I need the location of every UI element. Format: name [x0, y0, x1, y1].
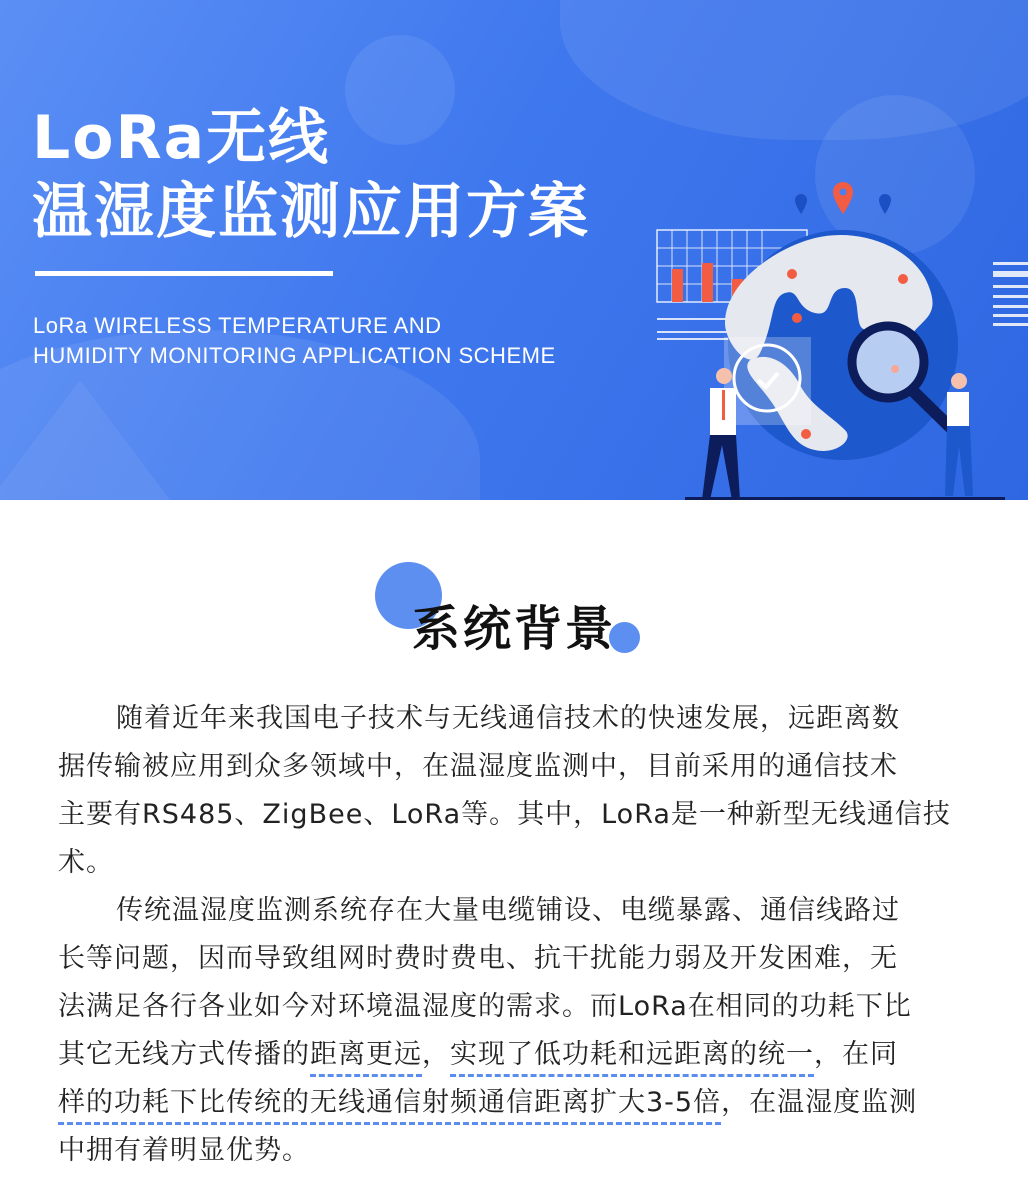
text-line: [58, 839, 988, 887]
text-line: [58, 1031, 988, 1079]
banner-title-line1: LoRa无线: [32, 103, 331, 173]
decor-blob: [560, 0, 1028, 140]
text-segment: 法满足各行各业如今对环境温湿度的需求。而LoRa在相同的功耗下比: [58, 991, 912, 1022]
text-segment: 长等问题，因而导致组网时费时费电、抗干扰能力弱及开发困难，无: [58, 943, 898, 974]
title-divider: [35, 271, 333, 276]
text-line: [58, 695, 988, 743]
hero-banner: [0, 0, 1028, 500]
highlighted-text: 实现了低功耗和远距离的统一: [450, 1039, 814, 1077]
highlighted-text: 样的功耗下比传统的无线通信射频通信距离扩大3-5倍: [58, 1087, 721, 1125]
banner-subtitle-line1: LoRa WIRELESS TEMPERATURE AND: [33, 313, 442, 338]
decor-triangle: [0, 380, 170, 500]
ground-line: [685, 497, 1005, 500]
text-line: [58, 935, 988, 983]
text-segment: 术。: [58, 847, 114, 878]
banner-title-line2: 温湿度监测应用方案: [32, 177, 590, 247]
globe-illustration: [640, 170, 1028, 500]
text-segment: 传统温湿度监测系统存在大量电缆铺设、电缆暴露、通信线路过: [116, 895, 900, 926]
text-segment: ，在同: [814, 1039, 898, 1070]
banner-subtitle-line2: HUMIDITY MONITORING APPLICATION SCHEME: [33, 343, 556, 368]
decor-circle: [345, 35, 455, 145]
article-body: [58, 695, 988, 1175]
highlighted-text: 距离更远: [310, 1039, 422, 1077]
text-line: [58, 791, 988, 839]
text-line: [58, 1127, 988, 1175]
text-line: [58, 743, 988, 791]
text-segment: 据传输被应用到众多领域中，在温湿度监测中，目前采用的通信技术: [58, 751, 898, 782]
text-segment: 主要有RS485、ZigBee、LoRa等。其中，LoRa是一种新型无线通信技: [58, 799, 951, 830]
text-segment: 随着近年来我国电子技术与无线通信技术的快速发展，远距离数: [116, 703, 900, 734]
text-segment: ，在温湿度监测: [721, 1087, 918, 1118]
map-pin-icons: [795, 182, 891, 214]
text-line: [58, 887, 988, 935]
text-segment: 中拥有着明显优势。: [58, 1135, 310, 1166]
person-woman-figure: [945, 373, 973, 496]
text-segment: ，: [422, 1039, 450, 1070]
text-line: [58, 983, 988, 1031]
text-line: [58, 1079, 988, 1127]
text-segment: 其它无线方式传播的: [58, 1039, 310, 1070]
section-title: 系统背景: [411, 601, 616, 657]
